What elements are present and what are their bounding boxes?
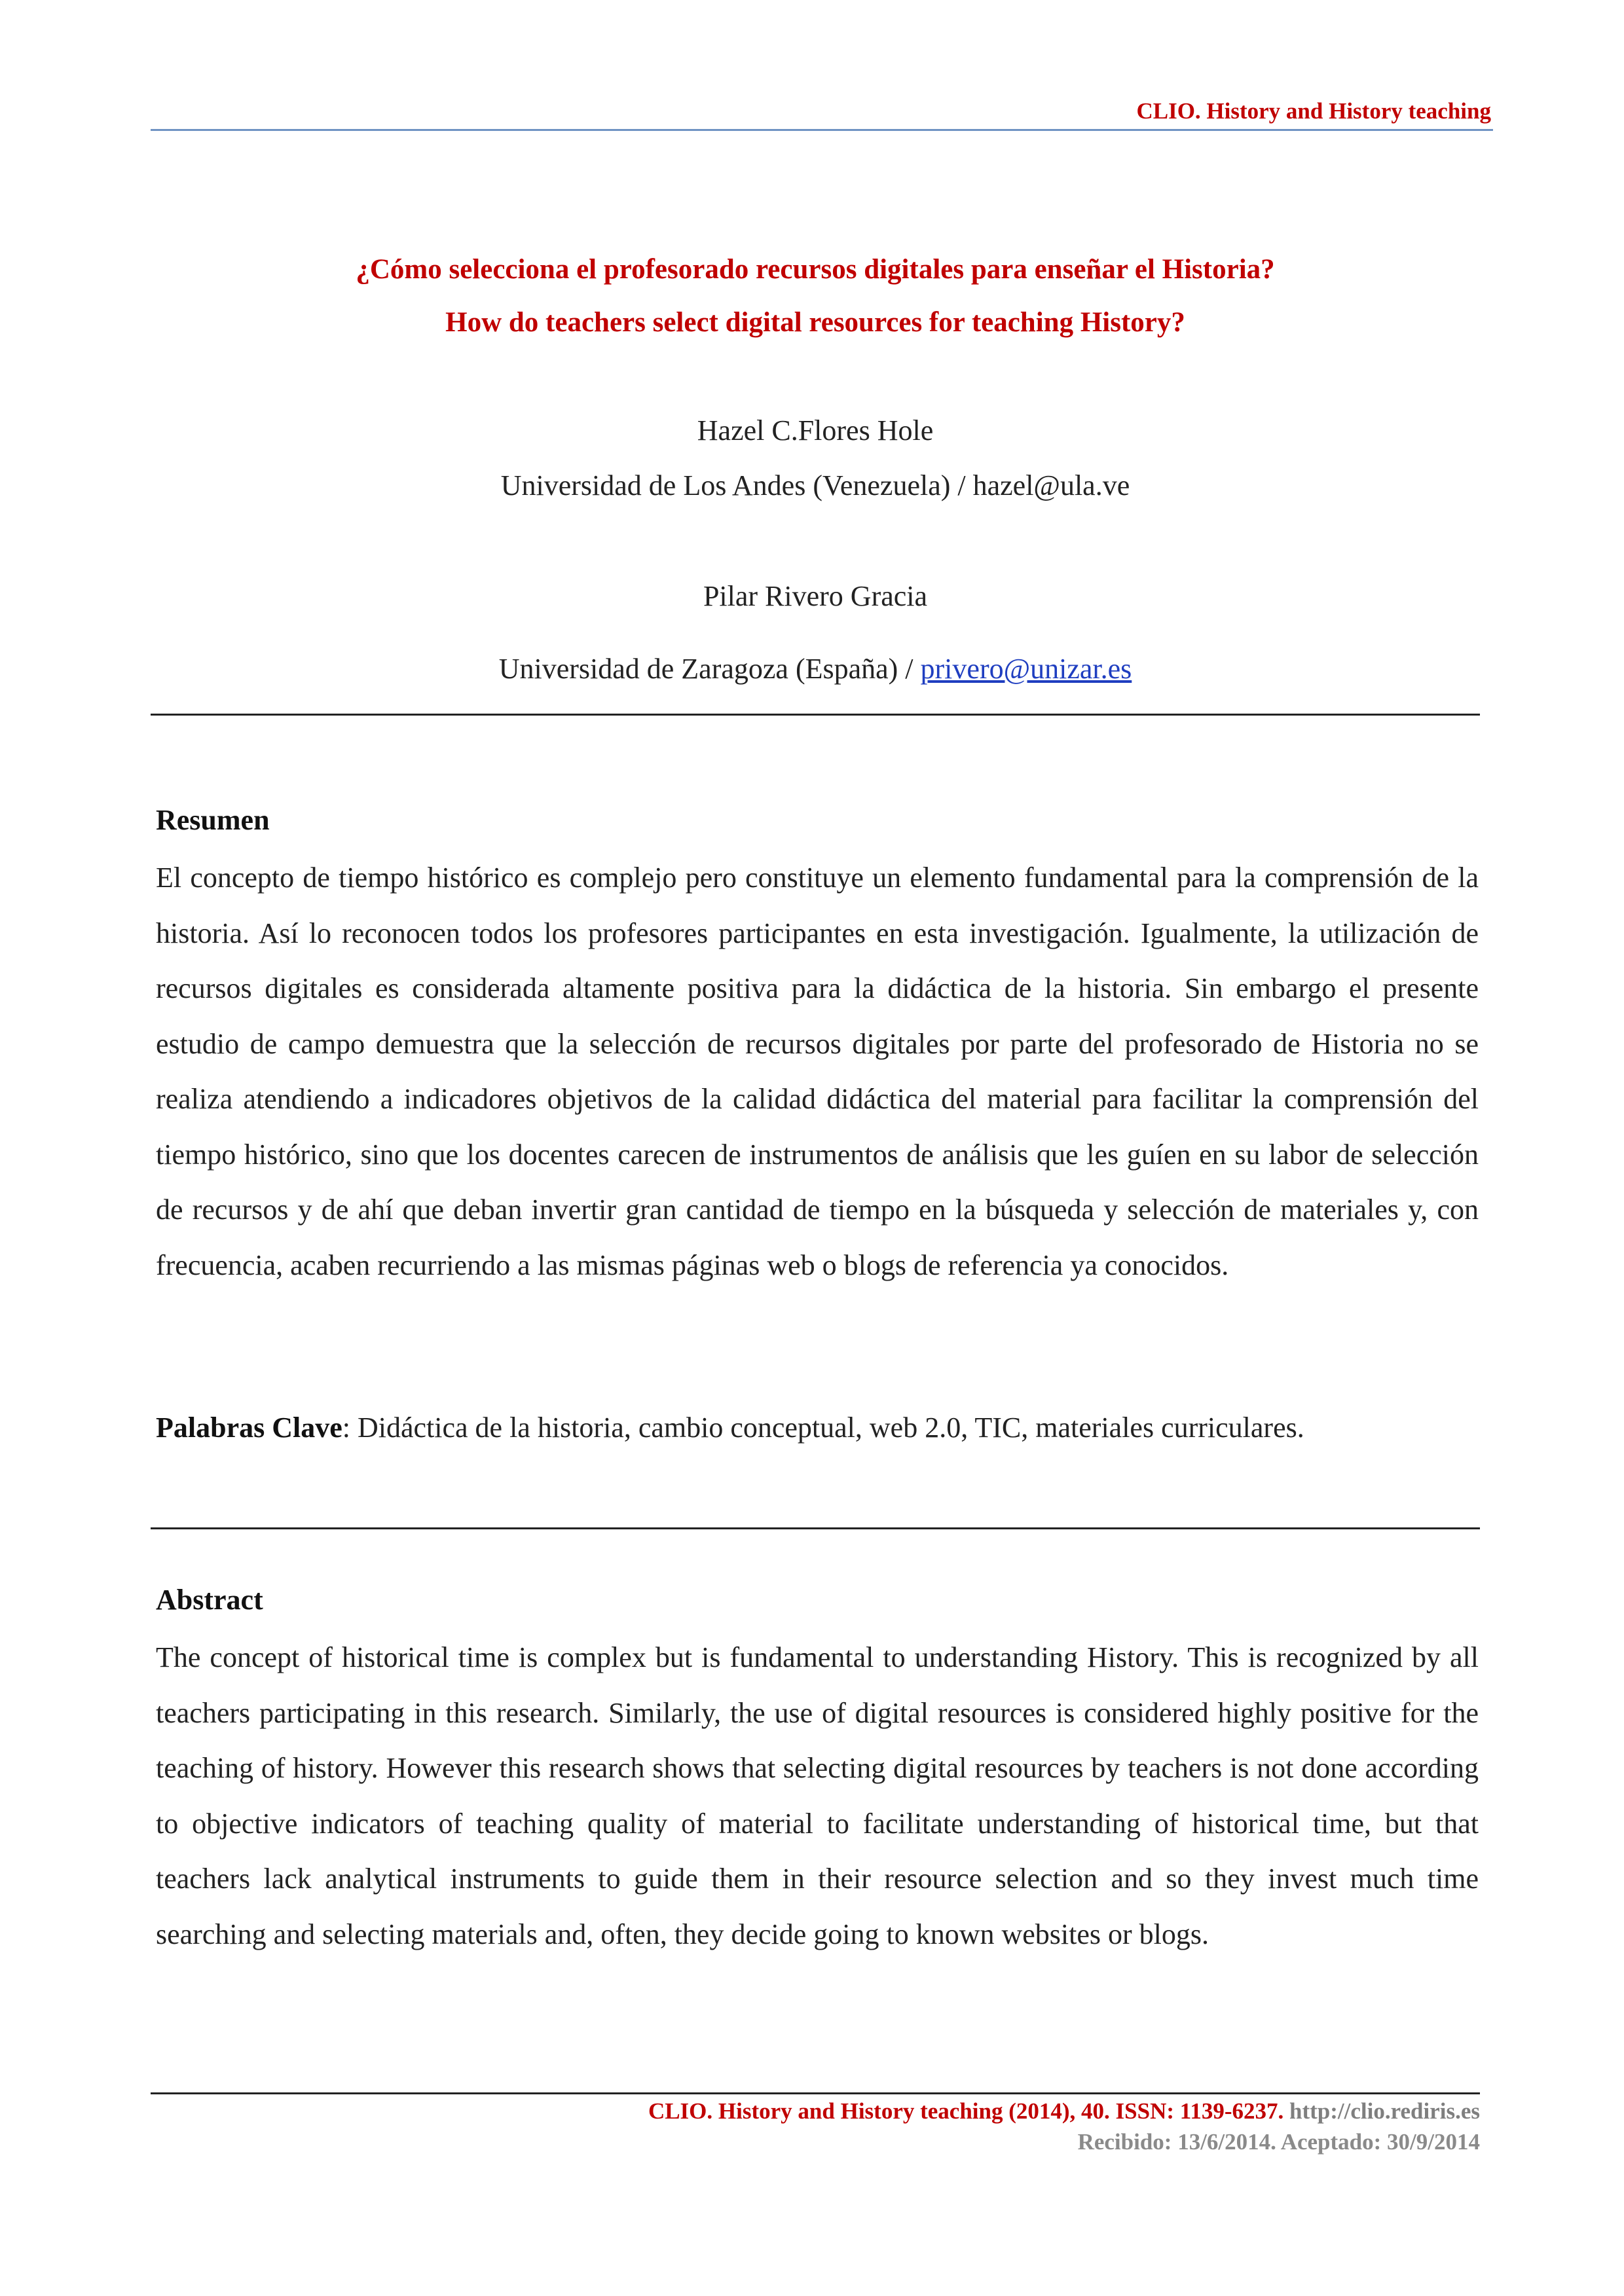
affiliation-text: Universidad de Zaragoza (España) / <box>498 653 921 685</box>
title-english: How do teachers select digital resources for teaching History? <box>445 307 1185 338</box>
abstract-heading: Abstract <box>156 1584 263 1616</box>
footer-divider <box>151 2092 1480 2094</box>
footer-citation-text: CLIO. History and History teaching (2014), 40. ISSN: 1139-6237. <box>648 2098 1289 2124</box>
resumen-text: El concepto de tiempo histórico es complejo pero constituye un elemento fundamental para la comprensión de la historia. Así lo reconocen todos los profesores participantes en esta investigación. Igualmente, la utilización de recursos digitales es considerada altamente positiva para la didáctica de la historia. Sin embargo el presente estudio de campo demuestra que la selección de recursos digitales por parte del profesorado de Historia no se realiza atendiendo a indicadores objetivos de la calidad didáctica del material para facilitar la comprensión del tiempo histórico, sino que los docentes carecen de instrumentos de análisis que les guíen en su labor de selección de recursos y de ahí que deban invertir gran cantidad de tiempo en la búsqueda y selección de materiales y, con frecuencia, acaben recurriendo a las mismas páginas web o blogs de referencia ya conocidos. <box>156 862 1479 1281</box>
footer-url[interactable]: http://clio.rediris.es <box>1289 2098 1480 2124</box>
author-affiliation: Universidad de Los Andes (Venezuela) / hazel@ula.ve <box>500 469 1130 501</box>
resumen-heading: Resumen <box>156 804 270 836</box>
abstract-text: The concept of historical time is complex but is fundamental to understanding History. This is recognized by all teachers participating in this research. Similarly, the use of digital resources is considered highly positive for the teaching of history. However this research shows that selecting digital resources by teachers is not done according to objective indicators of teaching quality of material to facilitate understanding of historical time, but that teachers lack analytical instruments to guide them in their resource selection and so they invest much time searching and selecting materials and, often, they decide going to known websites or blogs. <box>156 1641 1479 1950</box>
author-name: Hazel C.Flores Hole <box>697 414 934 446</box>
section-divider <box>151 1527 1480 1529</box>
footer-citation <box>236 2098 1480 2124</box>
keywords-text: : Didáctica de la historia, cambio conceptual, web 2.0, TIC, materiales curriculares. <box>342 1412 1304 1444</box>
author-name: Pilar Rivero Gracia <box>703 580 928 612</box>
section-divider <box>151 714 1480 716</box>
title-spanish: ¿Cómo selecciona el profesorado recursos digitales para enseñar el Historia? <box>356 254 1275 285</box>
running-header-journal: CLIO. History and History teaching <box>1136 98 1491 124</box>
author-email-link[interactable]: privero@unizar.es <box>920 653 1132 685</box>
keywords <box>156 1411 1479 1444</box>
author-affiliation <box>151 652 1480 685</box>
footer-dates: Recibido: 13/6/2014. Aceptado: 30/9/2014 <box>1077 2129 1480 2155</box>
keywords-label: Palabras Clave <box>156 1412 342 1444</box>
header-divider <box>151 129 1493 131</box>
